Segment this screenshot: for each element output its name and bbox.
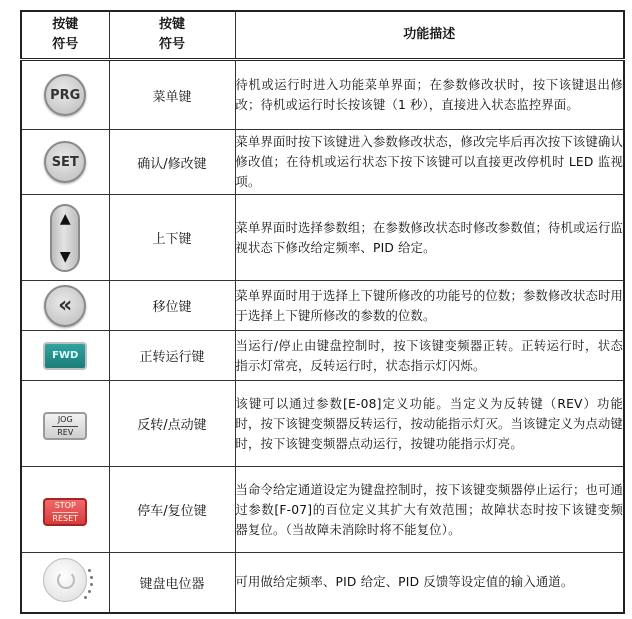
header-col2-line1: 按键 [158,17,185,32]
dial-tick [88,569,91,572]
prg-key-icon: PRG [44,74,86,116]
key-name: 确认/修改键 [109,130,235,195]
key-description: 当运行/停止由键盘控制时，按下该键变频器正转。正转运行时，状态指示灯常亮，反转运行时，状态指示灯闪烁。 [235,331,624,381]
jog-label: JOG [57,414,73,424]
header-col2-line2: 符号 [158,37,185,52]
key-name: 反转/点动键 [109,381,235,467]
key-description: 菜单界面时按下该键进入参数修改状态，修改完毕后再次按下该键确认修改值；在待机或运行状态下按下该键可以直接更改停机时 LED 监视项。 [235,130,624,195]
reset-label: RESET [52,513,79,523]
key-description: 菜单界面时选择参数组；在参数修改状态时修改参数值；待机或运行监视状态下修改给定频率、PID 给定。 [235,195,624,281]
key-name: 移位键 [109,281,235,331]
table-row [21,60,624,130]
jog-rev-key-icon [43,412,87,440]
down-arrow-icon: ▼ [59,248,71,265]
table-row [21,130,624,195]
key-name: 上下键 [109,195,235,281]
table-row [21,381,624,467]
jog-divider [52,426,78,427]
key-name: 正转运行键 [109,331,235,381]
header-col1-line2: 符号 [52,37,79,52]
key-name: 停车/复位键 [109,467,235,553]
key-function-table [20,10,625,614]
key-description: 可用做给定频率、PID 给定、PID 反馈等设定值的输入通道。 [235,553,624,613]
key-description: 菜单界面时用于选择上下键所修改的功能号的位数；参数修改状态时用于选择上下键所修改的参数的位数。 [235,281,624,331]
dial-tick [90,576,93,579]
set-key-icon: SET [44,141,86,183]
stop-label: STOP [54,500,76,510]
key-description: 该键可以通过参数[E-08]定义功能。当定义为反转键（REV）功能时，按下该键变频器反转运行，按动能指示灯灭。当该键定义为点动键时，按下该键变频器点动运行，按键功能指示灯亮。 [235,381,624,467]
dial-tick [84,596,87,599]
header-key-symbol [21,11,109,60]
key-description: 当命令给定通道设定为键盘控制时，按下该键变频器停止运行；也可通过参数[F-07]的百位定义其扩大有效范围；故障状态时按下该键变频器复位。（当故障未消除时将不能复位）。 [235,467,624,553]
fwd-key-icon: FWD [43,342,87,370]
shift-key-icon: « [44,285,86,327]
table-header-row [21,11,624,60]
header-function-desc: 功能描述 [235,11,624,60]
key-name: 菜单键 [109,60,235,130]
key-name: 键盘电位器 [109,553,235,613]
potentiometer-icon [43,558,87,602]
rev-label: REV [57,427,74,437]
table-row [21,553,624,613]
key-description: 待机或运行时进入功能菜单界面；在参数修改状时，按下该键退出修改；待机或运行时长按该键（1 秒），直接进入状态监控界面。 [235,60,624,130]
up-arrow-icon: ▲ [59,210,71,227]
dial-tick [88,590,91,593]
header-key-name [109,11,235,60]
header-col1-line1: 按键 [52,17,79,32]
table-row [21,195,624,281]
dial-icon [57,571,75,589]
table-row [21,331,624,381]
table-row [21,467,624,553]
stop-divider [52,512,78,513]
stop-reset-key-icon [43,498,87,526]
dial-tick [90,583,93,586]
table-row [21,281,624,331]
up-down-key-icon [50,204,80,272]
